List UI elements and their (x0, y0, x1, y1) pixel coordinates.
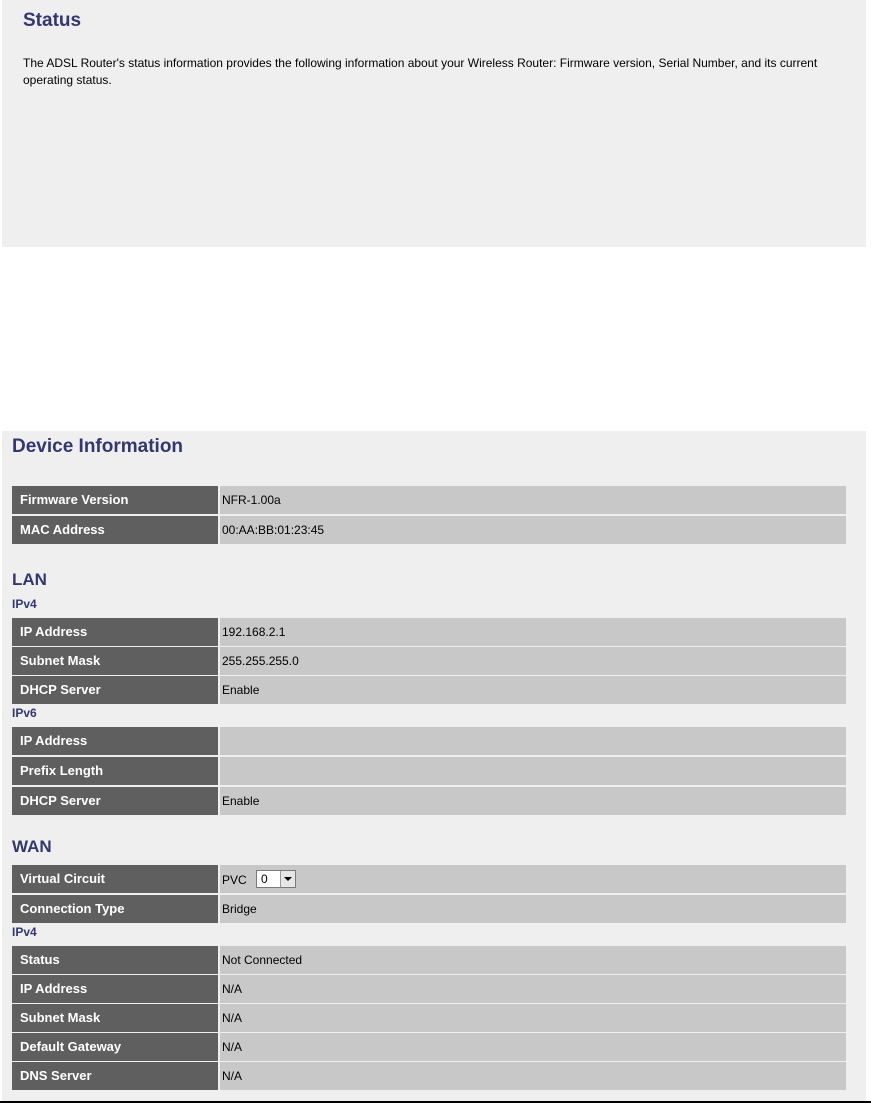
connection-type-label: Connection Type (12, 895, 218, 923)
lan-ipv6-dhcp-server-label: DHCP Server (12, 787, 218, 815)
wan-dns-server-value: N/A (220, 1062, 846, 1090)
status-panel (2, 0, 866, 247)
wan-status-value: Not Connected (220, 946, 846, 974)
lan-ipv4-subnet-mask-value: 255.255.255.0 (220, 647, 846, 675)
lan-ipv6-ip-address-row (12, 727, 846, 755)
device-information-panel (2, 431, 866, 1103)
wan-default-gateway-label: Default Gateway (12, 1033, 218, 1061)
mac-address-row (12, 516, 846, 544)
lan-ipv4-heading: IPv4 (12, 597, 37, 611)
virtual-circuit-row (12, 865, 846, 893)
lan-ipv6-dhcp-server-value: Enable (220, 787, 846, 815)
virtual-circuit-value (220, 865, 846, 893)
wan-dns-server-label: DNS Server (12, 1062, 218, 1090)
wan-default-gateway-row (12, 1033, 846, 1061)
wan-dns-server-row (12, 1062, 846, 1090)
wan-ip-address-row (12, 975, 846, 1003)
virtual-circuit-selected-value: 0 (261, 871, 268, 886)
lan-ipv6-prefix-length-value (220, 757, 846, 785)
lan-ipv4-dhcp-server-label: DHCP Server (12, 676, 218, 704)
status-title: Status (23, 10, 82, 31)
pvc-label: PVC (222, 872, 247, 887)
virtual-circuit-label: Virtual Circuit (12, 865, 218, 893)
lan-ipv6-prefix-length-label: Prefix Length (12, 757, 218, 785)
lan-ipv6-dhcp-server-row (12, 787, 846, 815)
lan-ipv4-subnet-mask-row (12, 647, 846, 675)
lan-ipv4-dhcp-server-value: Enable (220, 676, 846, 704)
firmware-version-label: Firmware Version (12, 486, 218, 514)
lan-ipv6-heading: IPv6 (12, 706, 37, 720)
wan-default-gateway-value: N/A (220, 1033, 846, 1061)
lan-ipv4-ip-address-label: IP Address (12, 618, 218, 646)
lan-heading: LAN (12, 570, 47, 589)
wan-ip-address-value: N/A (220, 975, 846, 1003)
wan-subnet-mask-label: Subnet Mask (12, 1004, 218, 1032)
virtual-circuit-select[interactable] (256, 870, 296, 888)
wan-subnet-mask-row (12, 1004, 846, 1032)
lan-ipv6-ip-address-value (220, 727, 846, 755)
wan-ip-address-label: IP Address (12, 975, 218, 1003)
lan-ipv6-prefix-length-row (12, 757, 846, 785)
firmware-version-row (12, 486, 846, 514)
firmware-version-value: NFR-1.00a (220, 486, 846, 514)
wan-status-row (12, 946, 846, 974)
wan-heading: WAN (12, 837, 52, 856)
lan-ipv4-ip-address-row (12, 618, 846, 646)
connection-type-row (12, 895, 846, 923)
device-information-title: Device Information (12, 436, 184, 457)
status-description: The ADSL Router's status information provides the following information about your Wireless Router: Firmware version, Serial Number, and its current operating status. (23, 56, 818, 87)
mac-address-value: 00:AA:BB:01:23:45 (220, 516, 846, 544)
lan-ipv6-ip-address-label: IP Address (12, 727, 218, 755)
mac-address-label: MAC Address (12, 516, 218, 544)
lan-ipv4-ip-address-value: 192.168.2.1 (220, 618, 846, 646)
lan-ipv4-subnet-mask-label: Subnet Mask (12, 647, 218, 675)
lan-ipv4-dhcp-server-row (12, 676, 846, 704)
wan-subnet-mask-value: N/A (220, 1004, 846, 1032)
chevron-down-icon[interactable] (280, 871, 295, 887)
connection-type-value: Bridge (220, 895, 846, 923)
wan-ipv4-heading: IPv4 (12, 925, 37, 939)
wan-status-label: Status (12, 946, 218, 974)
